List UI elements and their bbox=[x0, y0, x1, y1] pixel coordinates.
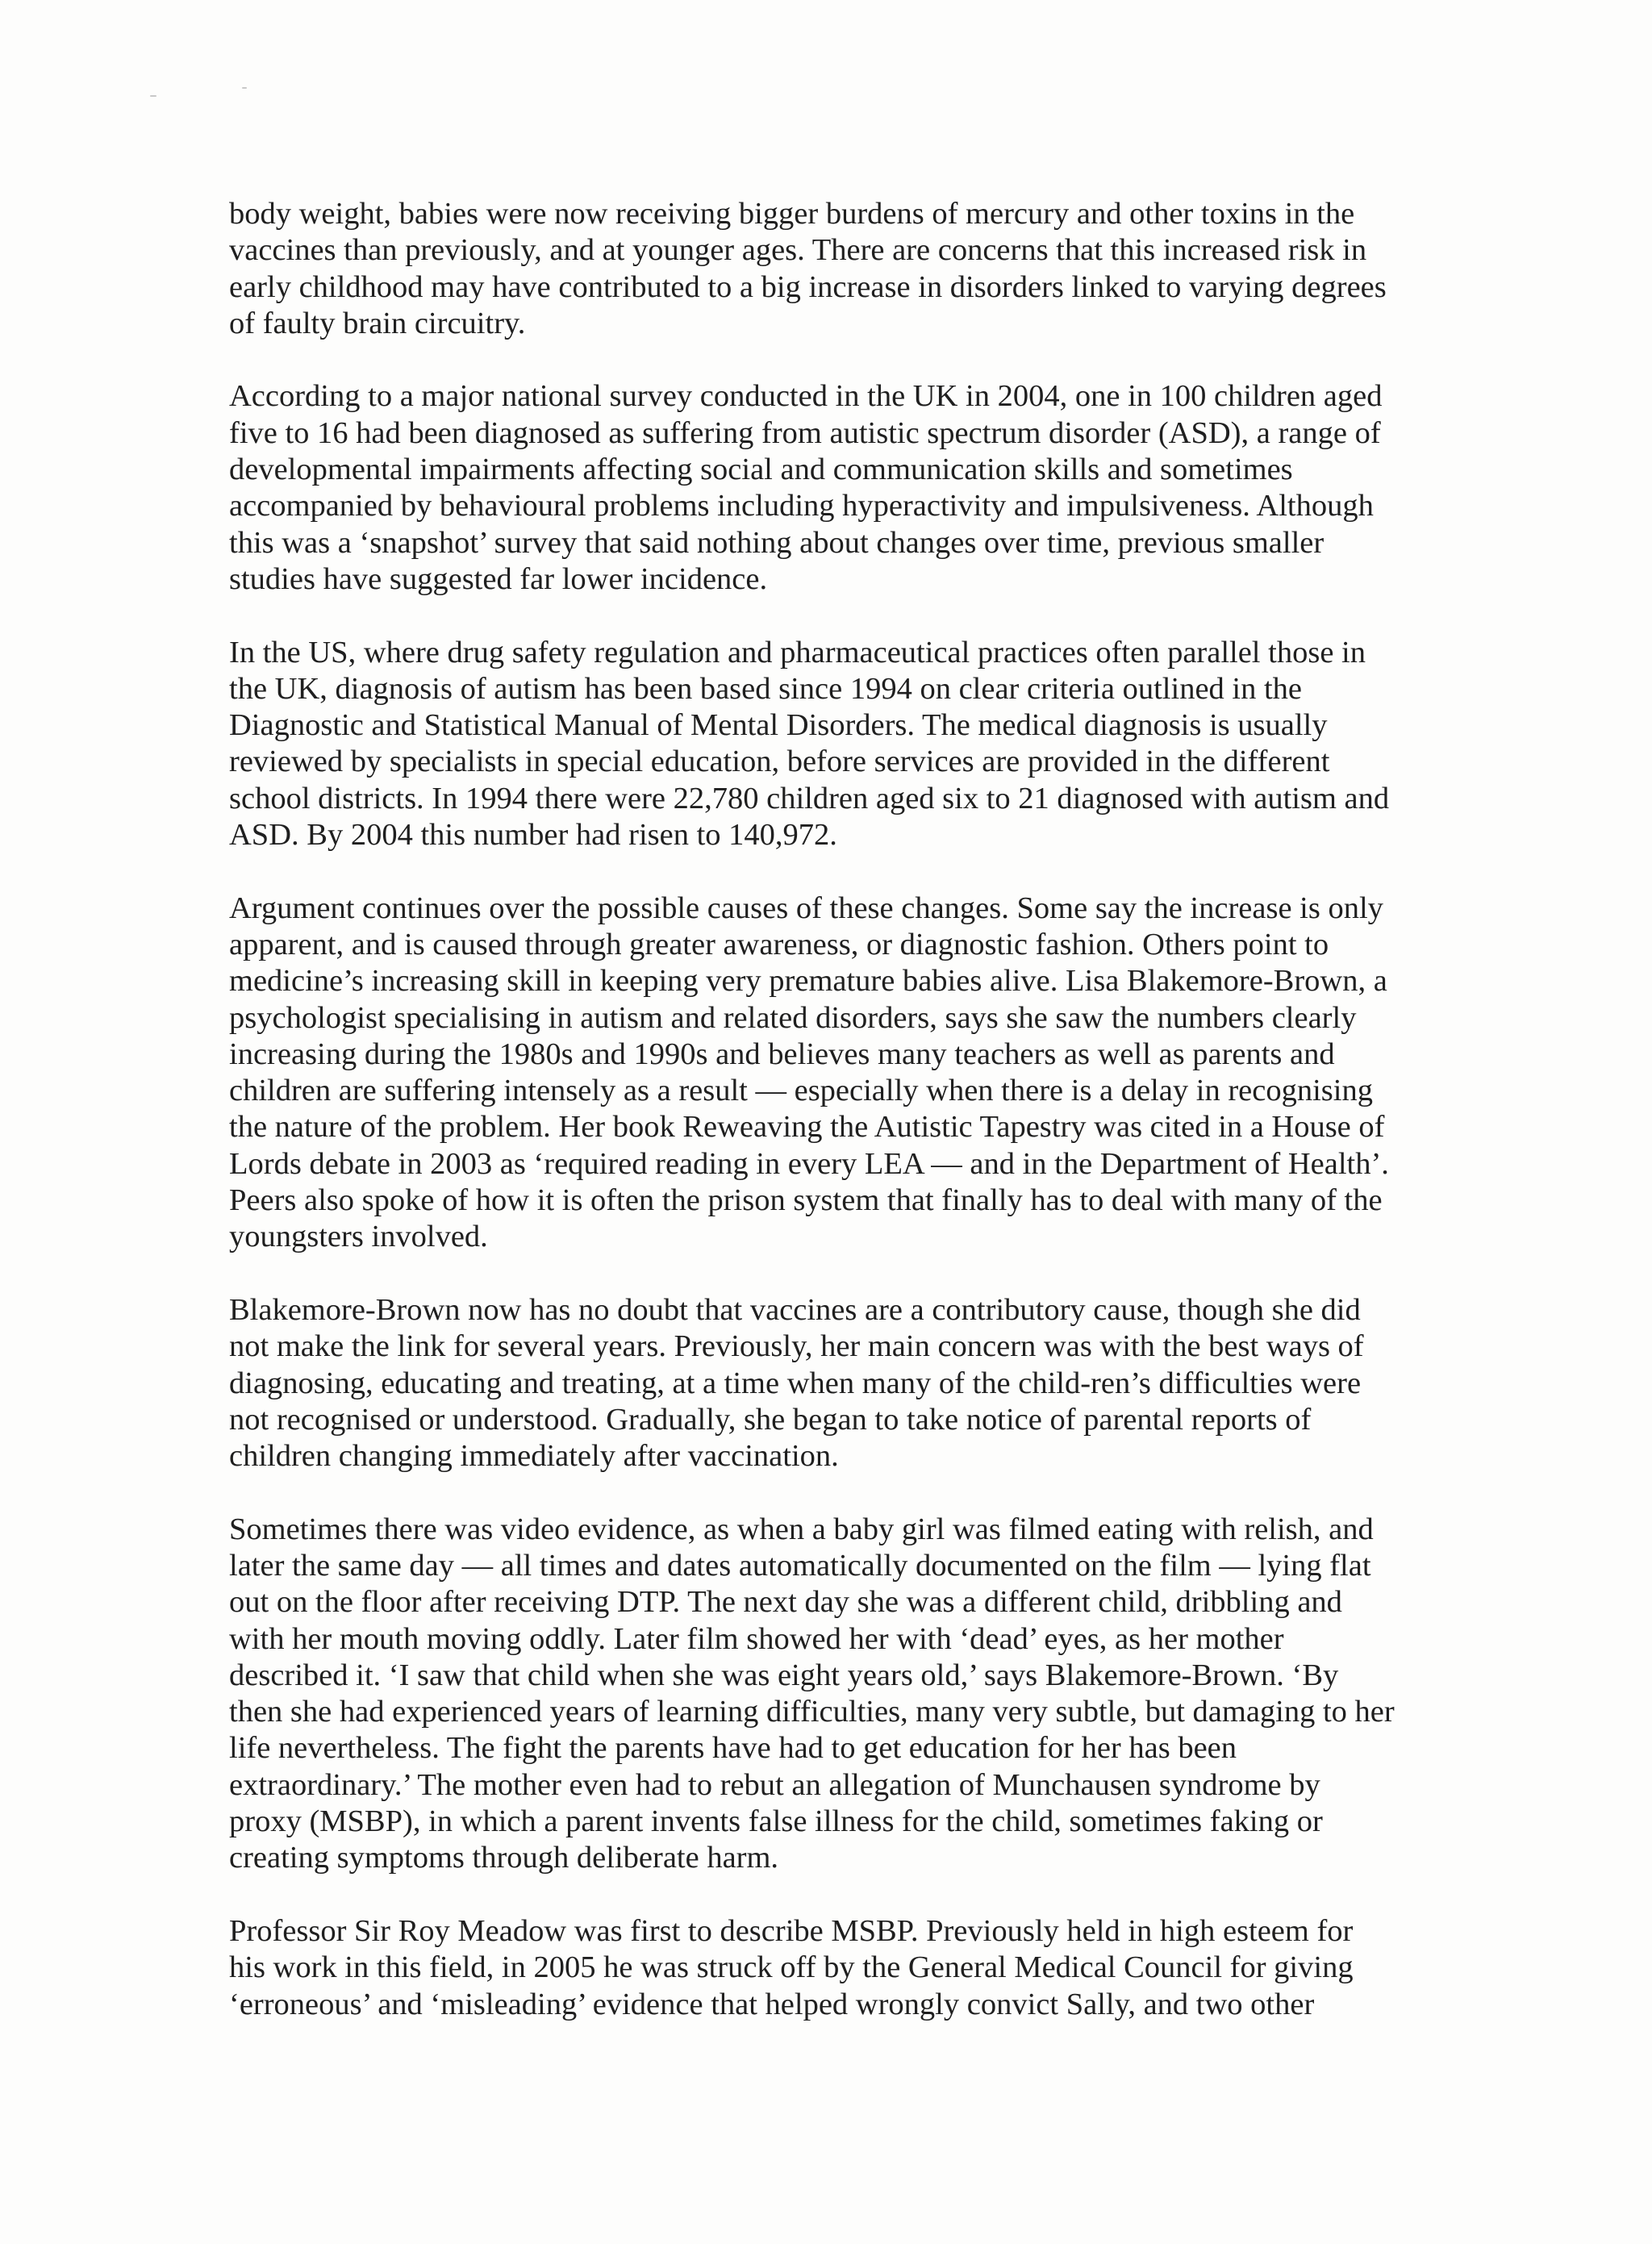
paragraph: According to a major national survey conducted in the UK in 2004, one in 100 children aged five to 16 had been diagnosed as suffering from autistic spectrum disorder (ASD), a range of developmental impairments affecting social and communication skills and sometimes accompanied by behavioural problems including hyperactivity and impulsiveness. Although this was a ‘snapshot’ survey that said nothing about changes over time, previous smaller studies have suggested far lower incidence. bbox=[229, 379, 1383, 596]
paragraph: Blakemore-Brown now has no doubt that vaccines are a contributory cause, though she did not make the link for several years. Previously, her main concern was with the best ways of diagnosing, educating and treating, at a time when many of the child-ren’s difficulties were not recognised or understood. Gradually, she began to take notice of parental reports of children changing immediately after vaccination. bbox=[229, 1292, 1364, 1474]
paragraph: Professor Sir Roy Meadow was first to describe MSBP. Previously held in high esteem for his work in this field, in 2005 he was struck off by the General Medical Council for giving ‘erroneous’ and ‘misleading’ evidence that helped wrongly convict Sally, and two other bbox=[229, 1913, 1354, 2021]
scan-speck bbox=[150, 95, 156, 97]
paragraph: Sometimes there was video evidence, as when a baby girl was filmed eating with relish, and later the same day — all times and dates automatically documented on the film — lying flat out on the floor after receiving DTP. The next day she was a different child, dribbling and with her mouth moving oddly. Later film showed her with ‘dead’ eyes, as her mother described it. ‘I saw that child when she was eight years old,’ says Blakemore-Brown. ‘By then she had experienced years of learning difficulties, many very subtle, but damaging to her life nevertheless. The fight the parents have had to get education for her has been extraordinary.’ The mother even had to rebut an allegation of Munchausen syndrome by proxy (MSBP), in which a parent invents false illness for the child, sometimes faking or creating symptoms through deliberate harm. bbox=[229, 1512, 1395, 1875]
paragraph: body weight, babies were now receiving bigger burdens of mercury and other toxins in the vaccines than previously, and at younger ages. There are concerns that this increased risk in early childhood may have contributed to a big increase in disorders linked to varying degrees of faulty brain circuitry. bbox=[229, 197, 1387, 340]
paragraph: Argument continues over the possible causes of these changes. Some say the increase is only apparent, and is caused through greater awareness, or diagnostic fashion. Others point to medicine’s increasing skill in keeping very premature babies alive. Lisa Blakemore-Brown, a psychologist specialising in autism and related disorders, says she saw the numbers clearly increasing during the 1980s and 1990s and believes many teachers as well as parents and children are suffering intensely as a result — especially when there is a delay in recognising the nature of the problem. Her book Reweaving the Autistic Tapestry was cited in a House of Lords debate in 2003 as ‘required reading in every LEA — and in the Department of Health’. Peers also spoke of how it is often the prison system that finally has to deal with many of the youngsters involved. bbox=[229, 891, 1389, 1254]
paragraph: In the US, where drug safety regulation and pharmaceutical practices often parallel those in the UK, diagnosis of autism has been based since 1994 on clear criteria outlined in the Diagnostic and Statistical Manual of Mental Disorders. The medical diagnosis is usually reviewed by specialists in special education, before services are provided in the different school districts. In 1994 there were 22,780 children aged six to 21 diagnosed with autism and ASD. By 2004 this number had risen to 140,972. bbox=[229, 635, 1390, 853]
body-text bbox=[229, 196, 1471, 2023]
scan-speck bbox=[242, 87, 247, 89]
